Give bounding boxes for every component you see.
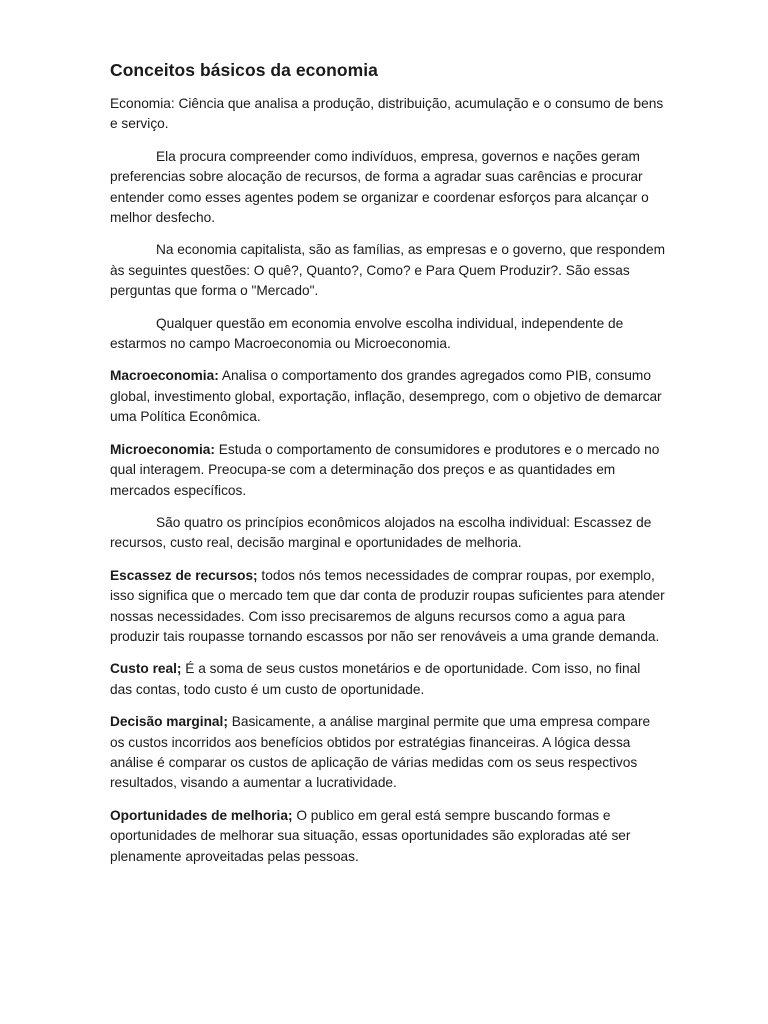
paragraph-custo-real bbox=[110, 659, 666, 700]
paragraph-text: Qualquer questão em economia envolve escolha individual, independente de estarmos no campo Macroeconomia ou Microeconomia. bbox=[110, 315, 624, 352]
term-macroeconomia: Macroeconomia: bbox=[110, 368, 219, 384]
paragraph-escassez bbox=[110, 566, 666, 648]
term-oportunidades: Oportunidades de melhoria; bbox=[110, 807, 293, 823]
paragraph-text: Analisa o comportamento dos grandes agregados como PIB, consumo global, investimento global, exportação, inflação, desemprego, com o objetivo de demarcar uma Política Econômica. bbox=[110, 368, 662, 425]
document-title: Conceitos básicos da economia bbox=[110, 60, 378, 80]
paragraph-decisao-marginal bbox=[110, 712, 666, 794]
paragraph-oportunidades bbox=[110, 806, 666, 867]
term-escassez: Escassez de recursos; bbox=[110, 567, 258, 583]
paragraph-text: É a soma de seus custos monetários e de oportunidade. Com isso, no final das contas, todo custo é um custo de oportunidade. bbox=[110, 661, 641, 697]
term-microeconomia: Microeconomia: bbox=[110, 441, 215, 457]
paragraph-microeconomia bbox=[110, 440, 666, 501]
paragraph-text: Na economia capitalista, são as famílias, as empresas e o governo, que respondem às seguintes questões: O quê?, Quanto?, Como? e Para Quem Produzir?. São essas perguntas que forma o "Mercado". bbox=[110, 242, 665, 299]
paragraph-text: Estuda o comportamento de consumidores e produtores e o mercado no qual interagem. Preocupa-se com a determinação dos preços e as quantidades em mercados específicos. bbox=[110, 441, 660, 498]
term-decisao-marginal: Decisão marginal; bbox=[110, 714, 228, 730]
paragraph-individual-choice bbox=[110, 314, 666, 355]
paragraph-preferences bbox=[110, 147, 666, 229]
paragraph-macroeconomia bbox=[110, 366, 666, 427]
paragraph-text: Economia: Ciência que analisa a produção, distribuição, acumulação e o consumo de bens e serviço. bbox=[110, 96, 664, 132]
document-body bbox=[110, 60, 666, 879]
paragraph-text: São quatro os princípios econômicos alojados na escolha individual: Escassez de recursos, custo real, decisão marginal e oportunidades de melhoria. bbox=[110, 514, 652, 551]
paragraph-capitalism bbox=[110, 240, 666, 301]
paragraph-definition bbox=[110, 94, 666, 135]
paragraph-text: O publico em geral está sempre buscando formas e oportunidades de melhorar sua situação, essas oportunidades são exploradas até ser plenamente aproveitadas pelas pessoas. bbox=[110, 807, 631, 864]
paragraph-text: Ela procura compreender como indivíduos, empresa, governos e nações geram preferencias sobre alocação de recursos, de forma a agradar suas carências e procurar entender como esses agentes podem se organizar e coordenar esforços para alcançar o melhor desfecho. bbox=[110, 148, 649, 226]
paragraph-text: todos nós temos necessidades de comprar roupas, por exemplo, isso significa que o mercado tem que dar conta de produzir roupas suficientes para atender nossas necessidades. Com isso precisaremos de alguns recursos como a agua para produzir tais roupasse tornando escassos por não ser renováveis a uma grande demanda. bbox=[110, 567, 665, 644]
paragraph-text: Basicamente, a análise marginal permite que uma empresa compare os custos incorridos aos benefícios obtidos por estratégias financeiras. A lógica dessa análise é comparar os custos de aplicação de várias medidas com os seus respectivos resultados, visando a aumentar a lucratividade. bbox=[110, 714, 651, 791]
paragraph-principles bbox=[110, 513, 666, 554]
term-custo-real: Custo real; bbox=[110, 661, 182, 677]
